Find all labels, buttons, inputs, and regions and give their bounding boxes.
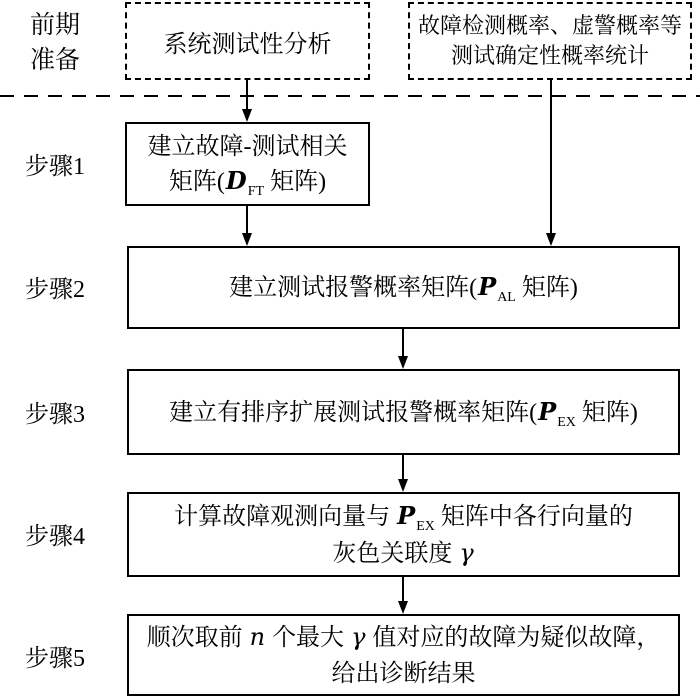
step3-box: [127, 369, 680, 455]
matrix-subscript-ex: EX: [557, 414, 576, 430]
prep-box-probability-line1: 故障检测概率、虚警概率等: [417, 13, 682, 38]
arrow-line-step4-to-step5: [402, 577, 404, 602]
arrow-line-step1-to-step2: [246, 206, 248, 234]
step1-line2-pre: 矩阵(: [168, 168, 225, 195]
prep-box-probability-statistics: [408, 2, 692, 80]
step2-box: [127, 246, 680, 329]
matrix-subscript-al: AL: [497, 289, 516, 305]
arrowhead-testability-to-step1: [242, 109, 252, 122]
prep-phase-label: [18, 8, 92, 78]
step5-text-line2: 给出诊断结果: [331, 660, 476, 687]
step4-box: [127, 492, 680, 577]
matrix-symbol-p-ex2: P: [397, 500, 416, 530]
step1-text-line2: [169, 164, 326, 199]
gamma-symbol: γ: [459, 538, 474, 567]
step3-text-pre: 建立有排序扩展测试报警概率矩阵(: [169, 399, 538, 426]
phase-separator-line: [0, 95, 700, 97]
step4-text-line2: [332, 535, 474, 572]
prep-box-testability-text: 系统测试性分析: [163, 31, 332, 58]
step2-text-pre: 建立测试报警概率矩阵(: [229, 275, 478, 301]
prep-box-testability-analysis: [125, 2, 370, 80]
matrix-symbol-p-ex: P: [538, 396, 557, 426]
step4-line2-pre: 灰色关联度: [332, 540, 459, 567]
matrix-subscript-ex2: EX: [416, 518, 435, 534]
prep-phase-label-line2: 准备: [29, 47, 80, 74]
step5-label: 步骤5: [25, 646, 85, 672]
step3-label: 步骤3: [25, 402, 85, 428]
step4-text-line1: [174, 498, 633, 535]
step5-line1-b: 个最大: [266, 624, 351, 651]
matrix-symbol-d: D: [225, 165, 247, 195]
prep-box-probability-line2: 测试确定性概率统计: [450, 43, 649, 68]
arrowhead-step3-to-step4: [398, 479, 408, 492]
n-symbol: n: [249, 622, 266, 651]
matrix-symbol-p-al: P: [478, 272, 497, 301]
step2-label: 步骤2: [25, 277, 85, 303]
step2-text: [229, 270, 578, 305]
step3-text: [169, 395, 638, 430]
step1-line2-post: 矩阵): [264, 168, 327, 195]
step2-text-post: 矩阵): [515, 275, 578, 301]
step4-line1-pre: 计算故障观测向量与: [174, 503, 397, 530]
step5-line1-a: 顺次取前: [146, 624, 249, 651]
arrow-line-step3-to-step4: [402, 455, 404, 480]
step5-box: [127, 614, 680, 696]
arrow-line-testability-to-step1: [246, 80, 248, 112]
prep-phase-label-line1: 前期: [29, 12, 80, 39]
arrowhead-probability-to-step2: [546, 233, 556, 246]
step5-line1-c: 值对应的故障为疑似故障，: [366, 624, 661, 651]
step3-text-post: 矩阵): [575, 399, 638, 426]
step1-box: [125, 122, 370, 206]
step5-text-line1: [147, 619, 661, 656]
arrowhead-step2-to-step3: [398, 356, 408, 369]
arrow-line-probability-to-step2: [550, 80, 552, 234]
step4-line1-post: 矩阵中各行向量的: [434, 503, 633, 530]
arrowhead-step4-to-step5: [398, 601, 408, 614]
matrix-subscript-ft: FT: [247, 183, 265, 199]
step4-label: 步骤4: [25, 524, 85, 550]
gamma-symbol-2: γ: [351, 622, 366, 651]
arrow-line-step2-to-step3: [402, 329, 404, 357]
arrowhead-step1-to-step2: [242, 233, 252, 246]
step1-text-line1: 建立故障-测试相关: [147, 133, 348, 160]
step1-label: 步骤1: [25, 154, 85, 180]
